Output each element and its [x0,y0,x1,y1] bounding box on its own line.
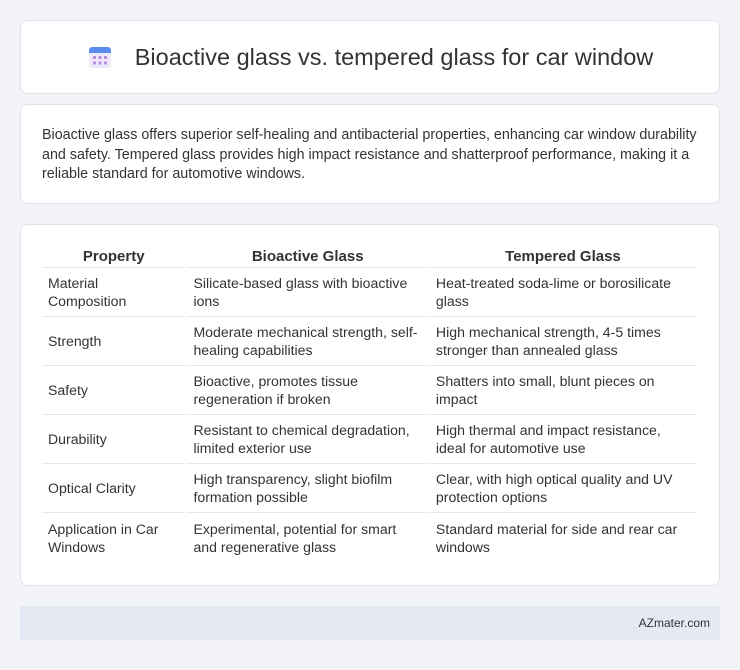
table-row [42,464,696,513]
property-cell: Material Composition [42,268,185,317]
property-cell: Durability [42,415,185,464]
bioactive-cell: Moderate mechanical strength, self-healing capabilities [187,317,427,366]
tempered-cell: High thermal and impact resistance, ideal for automotive use [430,415,696,464]
table-row [42,513,696,562]
tempered-cell: Clear, with high optical quality and UV protection options [430,464,696,513]
table-row [42,317,696,366]
table-row [42,366,696,415]
summary-card [20,104,720,204]
footer-site-link[interactable]: AZmater.com [638,616,710,630]
tempered-cell: High mechanical strength, 4-5 times stronger than annealed glass [430,317,696,366]
tempered-cell: Heat-treated soda-lime or borosilicate glass [430,268,696,317]
table-row [42,268,696,317]
property-cell: Optical Clarity [42,464,185,513]
table-row [42,415,696,464]
property-cell: Safety [42,366,185,415]
property-cell: Application in Car Windows [48,520,159,555]
tempered-cell: Standard material for side and rear car windows [435,520,678,555]
table-header-row [42,247,696,268]
tempered-cell: Shatters into small, blunt pieces on impact [430,366,696,415]
bioactive-cell: Resistant to chemical degradation, limited exterior use [187,415,427,464]
comparison-table [40,247,698,562]
comparison-table-card [20,224,720,586]
bioactive-cell: Bioactive, promotes tissue regeneration if broken [187,366,427,415]
bioactive-cell: Silicate-based glass with bioactive ions [187,268,427,317]
header-bioactive-glass: Bioactive Glass [187,247,427,268]
property-cell: Strength [42,317,185,366]
footer-bar [20,606,720,640]
title-card [20,20,720,94]
summary-text: Bioactive glass offers superior self-healing and antibacterial properties, enhancing car window durability and safety. Tempered glass provides high impact resistance and shatterproof performance, making it a reliable standard for automotive windows. [42,127,697,183]
header-property: Property [42,247,185,268]
bioactive-cell: High transparency, slight biofilm formation possible [187,464,427,513]
calendar-grid-icon [87,44,113,70]
bioactive-cell: Experimental, potential for smart and regenerative glass [193,520,397,555]
header-tempered-glass: Tempered Glass [430,247,696,268]
page-title: Bioactive glass vs. tempered glass for car window [134,43,654,70]
